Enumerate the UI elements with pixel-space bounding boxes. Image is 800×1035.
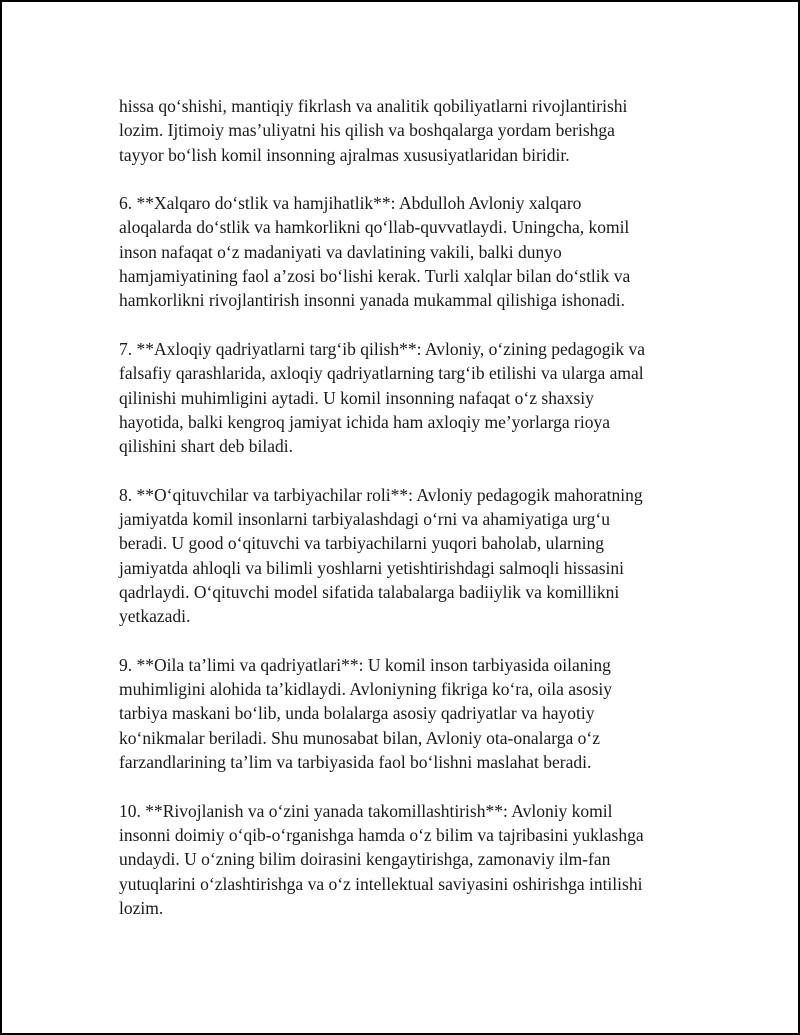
text-line: ko‘nikmalar beriladi. Shu munosabat bilan, Avloniy ota-onalarga o‘z — [119, 727, 600, 748]
paragraph-item-8 — [119, 483, 689, 629]
text-line: jamiyatda ahloqli va bilimli yoshlarni yetishtirishdagi salmoqli hissasini — [119, 557, 625, 578]
text-line: inson nafaqat o‘z madaniyati va davlatining vakili, balki dunyo — [119, 241, 562, 262]
paragraph-item-7 — [119, 337, 689, 458]
text-line: 6. **Xalqaro do‘stlik va hamjihatlik**: Abdulloh Avloniy xalqaro — [119, 193, 582, 214]
text-line: hamjamiyatining faol a’zosi bo‘lishi kerak. Turli xalqlar bilan do‘stlik va — [119, 266, 631, 287]
text-line: falsafiy qarashlarida, axloqiy qadriyatlarning targ‘ib etilishi va ularga amal — [119, 363, 644, 384]
text-line: muhimligini alohida ta’kidlaydi. Avloniyning fikriga ko‘ra, oila asosiy — [119, 679, 612, 700]
text-line: yetkazadi. — [119, 606, 191, 627]
text-line: 7. **Axloqiy qadriyatlarni targ‘ib qilish**: Avloniy, o‘zining pedagogik va — [119, 338, 646, 359]
text-line: yutuqlarini o‘zlashtirishga va o‘z intellektual saviyasini oshirishga intilishi — [119, 873, 643, 894]
paragraph-item-6 — [119, 191, 689, 312]
text-line: insonni doimiy o‘qib-o‘rganishga hamda o‘z bilim va tajribasini yuklashga — [119, 824, 644, 845]
paragraph-item-9 — [119, 653, 689, 774]
text-line: 8. **O‘qituvchilar va tarbiyachilar roli**: Avloniy pedagogik mahoratning — [119, 484, 643, 505]
text-line: 9. **Oila ta’limi va qadriyatlari**: U komil inson tarbiyasida oilaning — [119, 654, 611, 675]
text-line: qadrlaydi. O‘qituvchi model sifatida talabalarga badiiylik va komillikni — [119, 581, 620, 602]
paragraph-item-10 — [119, 799, 689, 920]
text-line: lozim. Ijtimoiy mas’uliyatni his qilish va boshqalarga yordam berishga — [119, 120, 615, 141]
text-line: lozim. — [119, 897, 164, 918]
text-line: undaydi. U o‘zning bilim doirasini kengaytirishga, zamonaviy ilm-fan — [119, 849, 611, 870]
text-line: farzandlarining ta’lim va tarbiyasida faol bo‘lishni maslahat beradi. — [119, 752, 592, 773]
text-line: hamkorlikni rivojlantirish insonni yanada mukammal qilishiga ishonadi. — [119, 290, 625, 311]
text-line: tayyor bo‘lish komil insonning ajralmas xususiyatlaridan biridir. — [119, 144, 570, 165]
paragraph-continuation — [119, 94, 689, 167]
text-line: qilishini shart deb biladi. — [119, 436, 294, 457]
text-line: aloqalarda do‘stlik va hamkorlikni qo‘llab-quvvatlaydi. Uningcha, komil — [119, 217, 630, 238]
text-line: beradi. U good o‘qituvchi va tarbiyachilarni yuqori baholab, ularning — [119, 533, 605, 554]
text-line: qilinishi muhimligini aytadi. U komil insonning nafaqat o‘z shaxsiy — [119, 387, 594, 408]
text-line: hayotida, balki kengroq jamiyat ichida ham axloqiy me’yorlarga rioya — [119, 411, 610, 432]
text-line: hissa qo‘shishi, mantiqiy fikrlash va analitik qobiliyatlarni rivojlantirishi — [119, 96, 628, 116]
document-body — [119, 94, 689, 944]
text-line: jamiyatda komil insonlarni tarbiyalashdagi o‘rni va ahamiyatiga urg‘u — [119, 509, 610, 530]
text-line: 10. **Rivojlanish va o‘zini yanada takomillashtirish**: Avloniy komil — [119, 800, 613, 821]
text-line: tarbiya maskani bo‘lib, unda bolalarga asosiy qadriyatlar va hayotiy — [119, 703, 595, 724]
